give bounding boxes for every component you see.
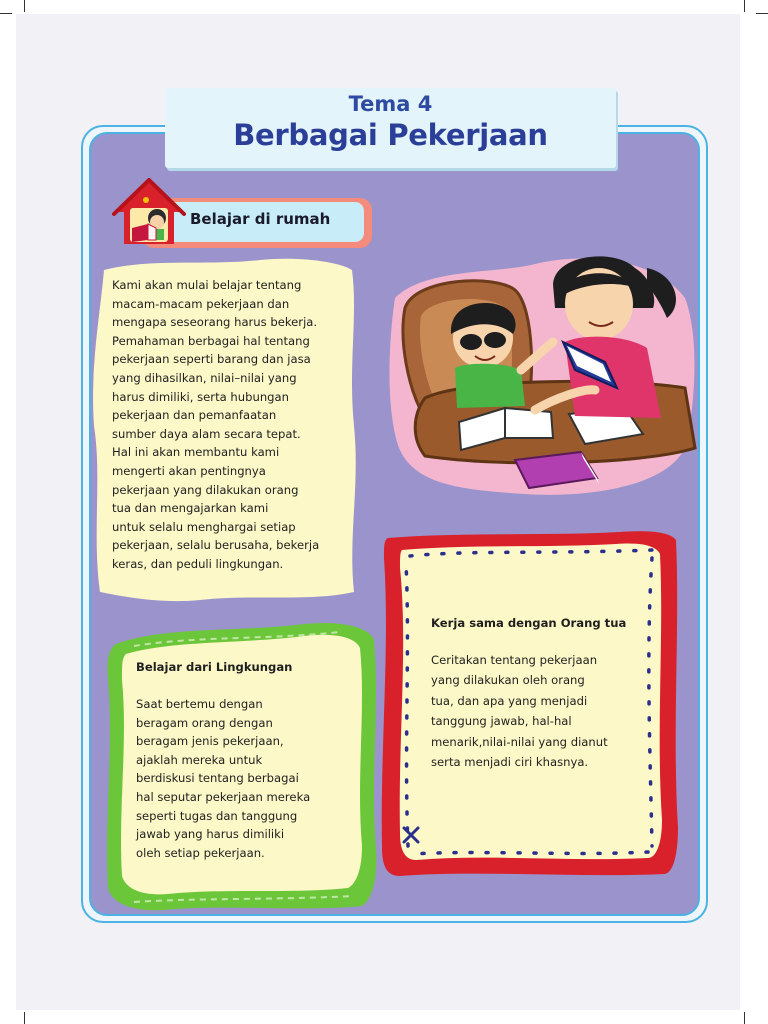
page-title: Berbagai Pekerjaan: [233, 118, 548, 152]
crop-mark-top-left: [24, 0, 25, 12]
parents-section-paragraph: Ceritakan tentang pekerjaan yang dilakukan oleh orang tua, dan apa yang menjadi tanggung jawab, hal-hal menarik,nilai-nilai yang dianut serta menjadi ciri khasnya.: [431, 653, 608, 770]
house-reading-child-icon: [112, 178, 186, 250]
home-section-label-text: Belajar di rumah: [190, 210, 331, 228]
crop-mark-bottom-left: [24, 1012, 25, 1024]
home-section-paragraph: Kami akan mulai belajar tentang macam-macam pekerjaan dan mengapa seseorang harus bekerja. Pemahaman berbagai hal tentang pekerjaan seperti barang dan jasa yang dihasilkan, nilai–nilai yang harus dimiliki, serta hubungan pekerjaan dan pemanfaatan sumber daya alam secara tepat. Hal ini akan membantu kami mengerti akan pentingnya pekerjaan yang dilakukan orang tua dan mengajarkan kami untuk selalu menghargai setiap pekerjaan, selalu berusaha, bekerja keras, dan peduli lingkungan.: [112, 278, 320, 571]
environment-section-title: Belajar dari Lingkungan: [136, 660, 293, 674]
title-banner: [165, 88, 616, 168]
crop-mark-bottom-right: [744, 1012, 745, 1024]
theme-number: Tema 4: [348, 92, 433, 116]
environment-section-paragraph: Saat bertemu dengan beragam orang dengan beragam jenis pekerjaan, ajaklah mereka untuk berdiskusi tentang berbagai hal seputar pekerjaan mereka seperti tugas dan tanggung jawab yang harus dimiliki oleh setiap pekerjaan.: [136, 697, 311, 860]
crop-mark-right-top: [756, 13, 768, 14]
crop-mark-left-top: [0, 13, 12, 14]
parents-section-title: Kerja sama dengan Orang tua: [431, 616, 627, 630]
boy-and-mother-studying-illustration: [385, 238, 700, 500]
crop-mark-top-right: [744, 0, 745, 12]
